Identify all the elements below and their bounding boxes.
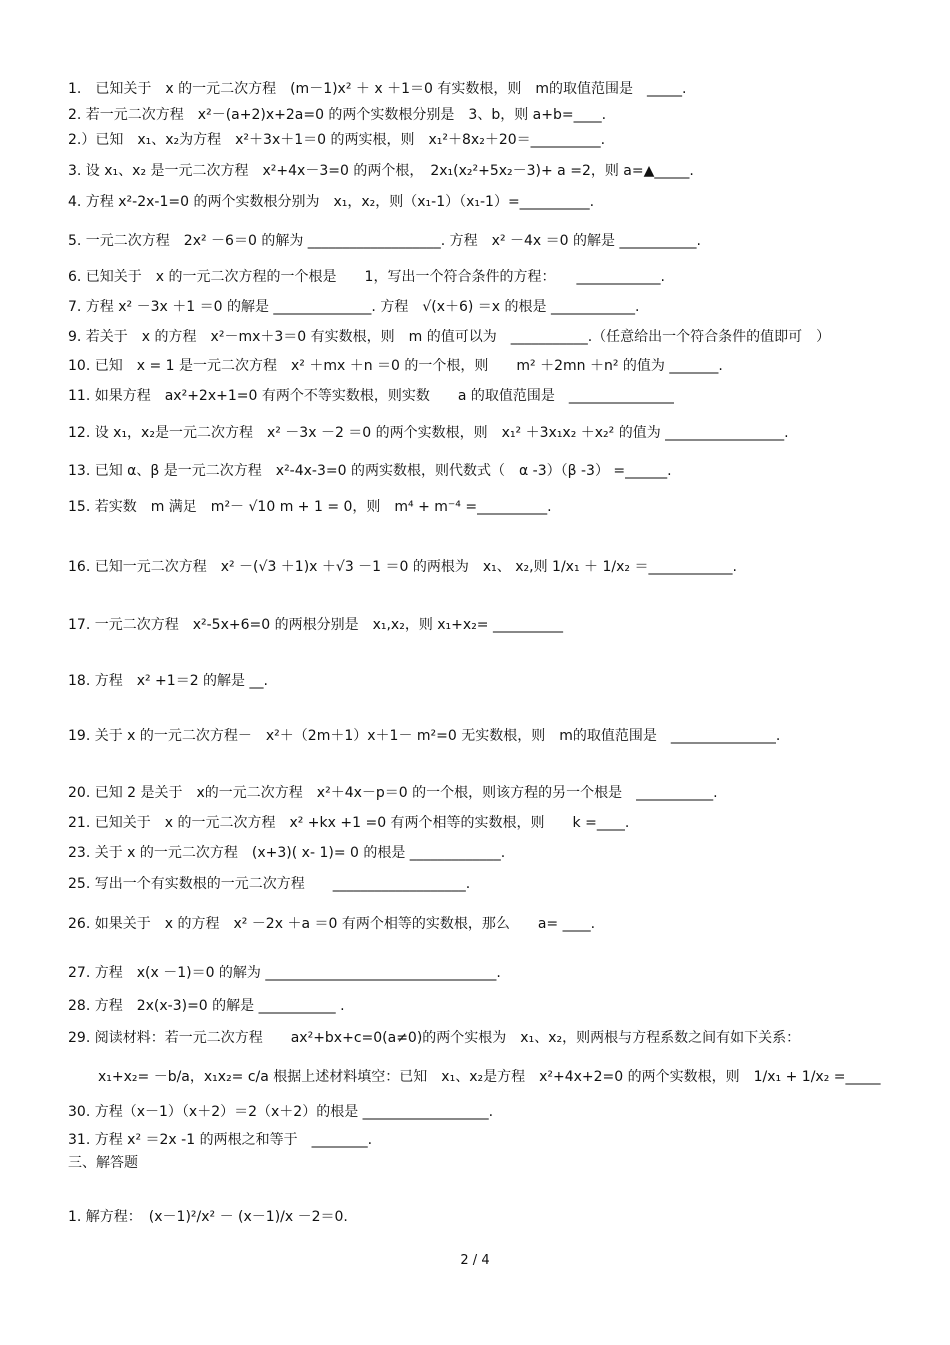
question-q21: 21. 已知关于 x 的一元二次方程 x² +kx +1 =0 有两个相等的实数根，则 k =____. <box>68 815 630 831</box>
question-q23: 23. 关于 x 的一元二次方程 (x+3)( x- 1)= 0 的根是 _____________. <box>68 845 506 861</box>
question-q20: 20. 已知 2 是关于 x的一元二次方程 x²＋4x－p＝0 的一个根，则该方程的另一个根是 ___________. <box>68 785 718 801</box>
question-q25: 25. 写出一个有实数根的一元二次方程 ___________________. <box>68 876 471 892</box>
question-q2b: 2.）已知 x₁、x₂为方程 x²＋3x＋1＝0 的两实根，则 x₁²＋8x₂＋20＝__________. <box>68 132 606 148</box>
page-number: 2 / 4 <box>460 1253 490 1268</box>
question-q12: 12. 设 x₁，x₂是一元二次方程 x² －3x －2 ＝0 的两个实数根，则 x₁² ＋3x₁x₂ ＋x₂² 的值为 _________________. <box>68 425 789 441</box>
question-q10: 10. 已知 x = 1 是一元二次方程 x² ＋mx ＋n ＝0 的一个根，则 m² ＋2mn ＋n² 的值为 _______. <box>68 358 723 374</box>
question-q28: 28. 方程 2x(x-3)=0 的解是 ___________ . <box>68 998 345 1014</box>
question-q29: 29. 阅读材料：若一元二次方程 ax²+bx+c=0(a≠0)的两个实根为 x₁、x₂，则两根与方程系数之间有如下关系： <box>68 1030 801 1046</box>
question-q26: 26. 如果关于 x 的方程 x² －2x ＋a ＝0 有两个相等的实数根，那么 a= ____. <box>68 916 596 932</box>
question-q4: 4. 方程 x²-2x-1=0 的两个实数根分别为 x₁，x₂，则（x₁-1）（x₁-1）=__________. <box>68 194 595 210</box>
question-q5: 5. 一元二次方程 2x² －6＝0 的解为 ___________________. 方程 x² －4x ＝0 的解是 ___________. <box>68 233 701 249</box>
question-q3: 3. 设 x₁、x₂ 是一元二次方程 x²+4x－3=0 的两个根， 2x₁(x₂²+5x₂－3)+ a =2，则 a=▲_____. <box>68 163 694 179</box>
question-q27: 27. 方程 x(x －1)＝0 的解为 _________________________________. <box>68 965 501 981</box>
question-q2: 2. 若一元二次方程 x²－(a+2)x+2a=0 的两个实数根分别是 3、b，则 a+b=____. <box>68 107 607 123</box>
question-q29b: x₁+x₂= －b/a，x₁x₂= c/a 根据上述材料填空：已知 x₁、x₂是方程 x²+4x+2=0 的两个实数根，则 1/x₁ + 1/x₂ =_____ <box>98 1069 881 1085</box>
question-q6: 6. 已知关于 x 的一元二次方程的一个根是 1，写出一个符合条件的方程： ____________. <box>68 269 665 285</box>
question-q16: 16. 已知一元二次方程 x² －(√3 ＋1)x ＋√3 －1 ＝0 的两根为 x₁、 x₂,则 1/x₁ ＋ 1/x₂ ＝____________. <box>68 559 737 575</box>
question-q31: 31. 方程 x² ＝2x -1 的两根之和等于 ________. <box>68 1132 373 1148</box>
question-q18: 18. 方程 x² +1＝2 的解是 __. <box>68 673 268 689</box>
question-q30: 30. 方程（x－1）（x＋2）＝2（x＋2）的根是 __________________. <box>68 1104 494 1120</box>
section-title: 三、解答题 <box>68 1155 138 1171</box>
question-q15: 15. 若实数 m 满足 m²－ √10 m + 1 = 0，则 m⁴ + m⁻⁴ =__________. <box>68 499 552 515</box>
question-q17: 17. 一元二次方程 x²-5x+6=0 的两根分别是 x₁,x₂，则 x₁+x₂= __________ <box>68 617 563 633</box>
question-q19: 19. 关于 x 的一元二次方程－ x²＋（2m＋1）x＋1－ m²=0 无实数根，则 m的取值范围是 _______________. <box>68 728 781 744</box>
question-q13: 13. 已知 α、β 是一元二次方程 x²-4x-3=0 的两实数根，则代数式（ α -3）（β -3） =______. <box>68 463 672 479</box>
question-q9: 9. 若关于 x 的方程 x²－mx＋3＝0 有实数根，则 m 的值可以为 ___________.（任意给出一个符合条件的值即可 ） <box>68 329 831 345</box>
question-q7: 7. 方程 x² －3x ＋1 ＝0 的解是 ______________. 方程 √(x＋6) ＝x 的根是 ____________. <box>68 299 640 315</box>
question-q1: 1. 已知关于 x 的一元二次方程 (m－1)x² ＋ x ＋1＝0 有实数根，则 m的取值范围是 _____. <box>68 81 687 97</box>
question-q11: 11. 如果方程 ax²+2x+1=0 有两个不等实数根，则实数 a 的取值范围是 _______________ <box>68 388 674 404</box>
answer-question-1: 1. 解方程： (x－1)²/x² － (x－1)/x －2＝0. <box>68 1209 348 1225</box>
